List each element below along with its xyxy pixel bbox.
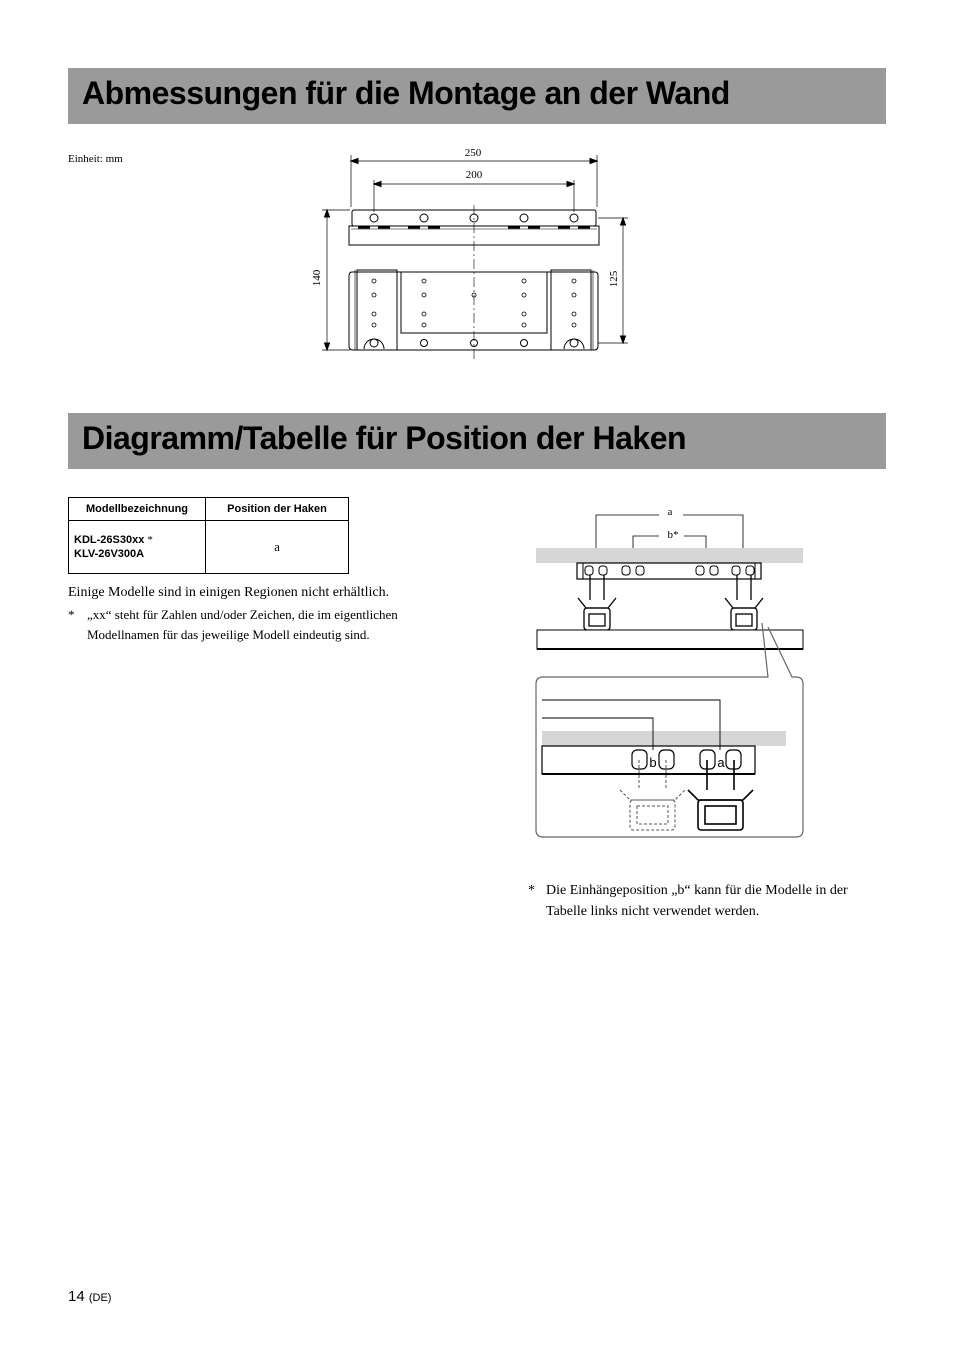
footnote-xx-text: „xx“ steht für Zahlen und/oder Zeichen, die im eigentlichen Modellnamen für das jeweilige Modell eindeutig sind. [87,607,398,642]
header-hook-position: Position der Haken [206,498,349,521]
page-number [68,1288,111,1305]
zoom-label-a: a [717,755,725,770]
label-b-star: b* [667,529,679,541]
header-model: Modellbezeichnung [69,498,206,521]
hook-position-cell: a [206,521,349,574]
zoom-label-b: b [649,755,657,770]
model-name-1: KDL-26S30xx [74,534,145,546]
label-a: a [667,506,673,518]
dim-200-label: 200 [465,169,483,181]
section-title-hooks: Diagramm/Tabelle für Position der Haken [82,420,687,456]
unit-note: Einheit: mm [68,153,123,165]
availability-note: Einige Modelle sind in einigen Regionen nicht erhältlich. [68,585,390,600]
page-language: (DE) [88,1292,112,1304]
dim-250-label: 250 [464,147,482,159]
footnote-b [528,880,868,922]
section-title-mounting: Abmessungen für die Montage an der Wand [82,75,730,111]
footnote-b-star: * [528,883,535,898]
dim-140-label: 140 [311,269,323,287]
footnote-b-text: Die Einhängeposition „b“ kann für die Modelle in der Tabelle links nicht verwendet werden. [546,883,848,919]
dim-125-label: 125 [608,270,620,288]
footnote-star: * [68,607,75,622]
model-marker: * [147,534,153,546]
model-name-2: KLV-26V300A [74,548,145,560]
page-number-value: 14 [68,1288,85,1305]
